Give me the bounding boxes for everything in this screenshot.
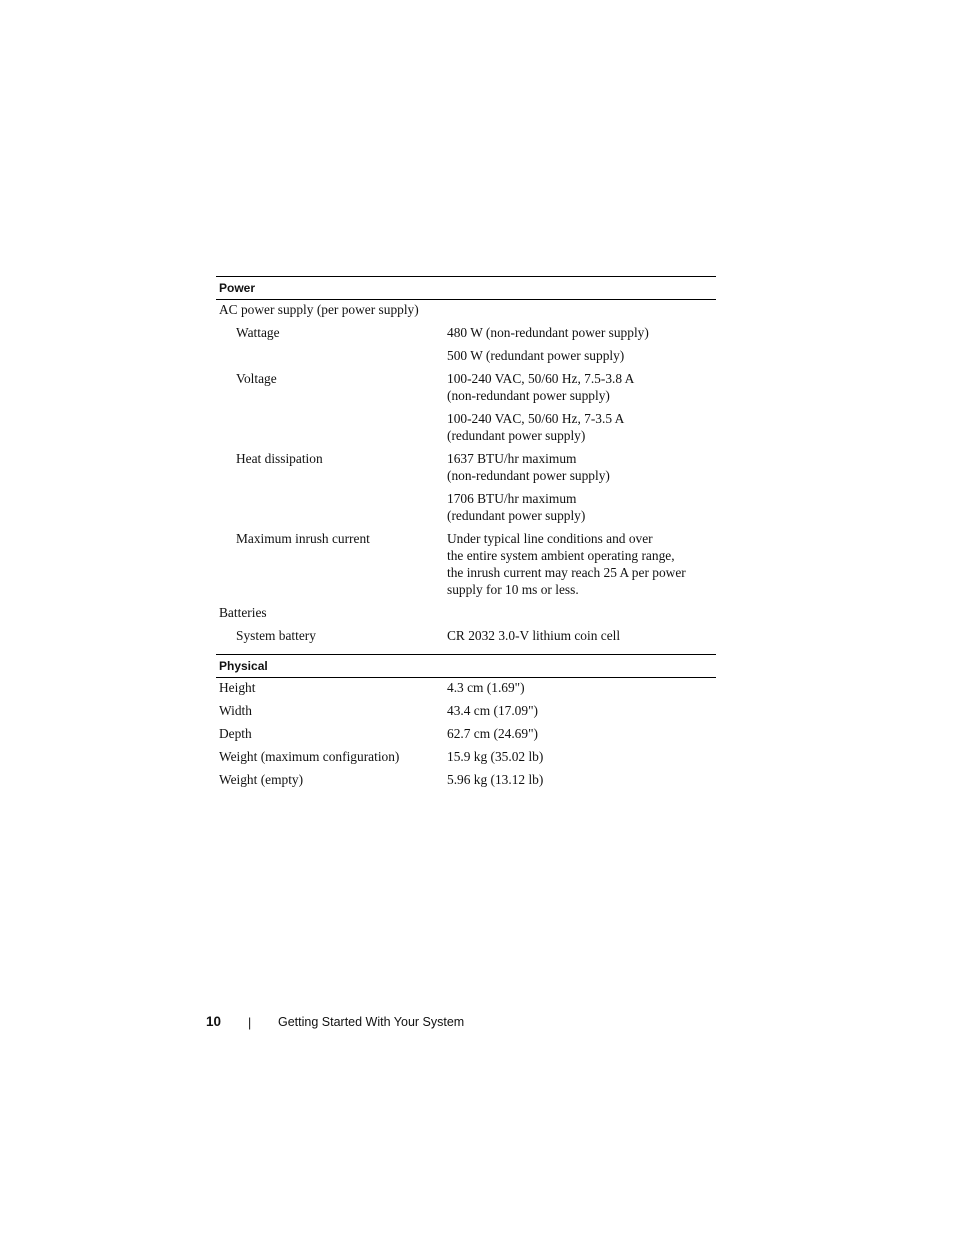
section-heading-power: Power xyxy=(216,276,716,300)
spec-row xyxy=(216,530,716,598)
spec-row xyxy=(216,347,716,364)
value-line: (redundant power supply) xyxy=(447,508,586,523)
page-footer xyxy=(206,1014,465,1030)
spec-label: Width xyxy=(219,703,252,718)
value-line: the inrush current may reach 25 A per power xyxy=(447,565,686,580)
spec-label xyxy=(216,490,444,524)
value-line: (non-redundant power supply) xyxy=(447,468,610,483)
spec-row xyxy=(216,490,716,524)
spec-row xyxy=(216,702,716,719)
spec-label: Batteries xyxy=(219,605,267,620)
spec-value xyxy=(444,410,716,444)
spec-value: 4.3 cm (1.69") xyxy=(447,680,525,695)
value-line: 100-240 VAC, 50/60 Hz, 7-3.5 A xyxy=(447,411,625,426)
spec-value: CR 2032 3.0-V lithium coin cell xyxy=(447,628,621,643)
spec-value: 62.7 cm (24.69") xyxy=(447,726,539,741)
spec-row xyxy=(216,771,716,788)
page-number: 10 xyxy=(206,1014,222,1029)
spec-row xyxy=(216,410,716,444)
spec-label: Wattage xyxy=(236,325,280,340)
spec-table xyxy=(216,276,716,788)
spec-row xyxy=(216,748,716,765)
spec-value xyxy=(444,604,716,621)
spec-label xyxy=(216,410,444,444)
spec-label: AC power supply (per power supply) xyxy=(219,302,419,317)
value-line: Under typical line conditions and over xyxy=(447,531,653,546)
spec-label: Depth xyxy=(219,726,252,741)
spec-label: Heat dissipation xyxy=(236,451,323,466)
value-line: 100-240 VAC, 50/60 Hz, 7.5-3.8 A xyxy=(447,371,635,386)
footer-title: Getting Started With Your System xyxy=(278,1015,465,1029)
footer-separator: | xyxy=(248,1016,252,1030)
spec-row xyxy=(216,725,716,742)
spec-value xyxy=(444,450,716,484)
spec-value xyxy=(444,530,716,598)
spec-label xyxy=(216,347,444,364)
spec-row xyxy=(216,604,716,621)
spec-label: System battery xyxy=(236,628,316,643)
value-line: (redundant power supply) xyxy=(447,428,586,443)
spec-value: 43.4 cm (17.09") xyxy=(447,703,539,718)
section-heading-physical: Physical xyxy=(216,654,716,678)
spec-value: 15.9 kg (35.02 lb) xyxy=(447,749,544,764)
spec-row xyxy=(216,450,716,484)
spec-row xyxy=(216,370,716,404)
spec-value xyxy=(444,370,716,404)
value-line: supply for 10 ms or less. xyxy=(447,582,579,597)
spec-value: 500 W (redundant power supply) xyxy=(447,348,625,363)
value-line: 1706 BTU/hr maximum xyxy=(447,491,577,506)
value-line: 1637 BTU/hr maximum xyxy=(447,451,577,466)
spec-row xyxy=(216,324,716,341)
spec-label: Weight (maximum configuration) xyxy=(219,749,400,764)
spec-value xyxy=(444,301,716,318)
spec-value: 480 W (non-redundant power supply) xyxy=(447,325,649,340)
spec-value xyxy=(444,490,716,524)
spec-row xyxy=(216,301,716,318)
spec-row xyxy=(216,627,716,644)
value-line: (non-redundant power supply) xyxy=(447,388,610,403)
spec-label: Weight (empty) xyxy=(219,772,304,787)
spec-label: Maximum inrush current xyxy=(236,531,370,546)
spec-label: Voltage xyxy=(236,371,277,386)
spec-label: Height xyxy=(219,680,256,695)
spec-row xyxy=(216,679,716,696)
value-line: the entire system ambient operating range, xyxy=(447,548,675,563)
spec-value: 5.96 kg (13.12 lb) xyxy=(447,772,544,787)
